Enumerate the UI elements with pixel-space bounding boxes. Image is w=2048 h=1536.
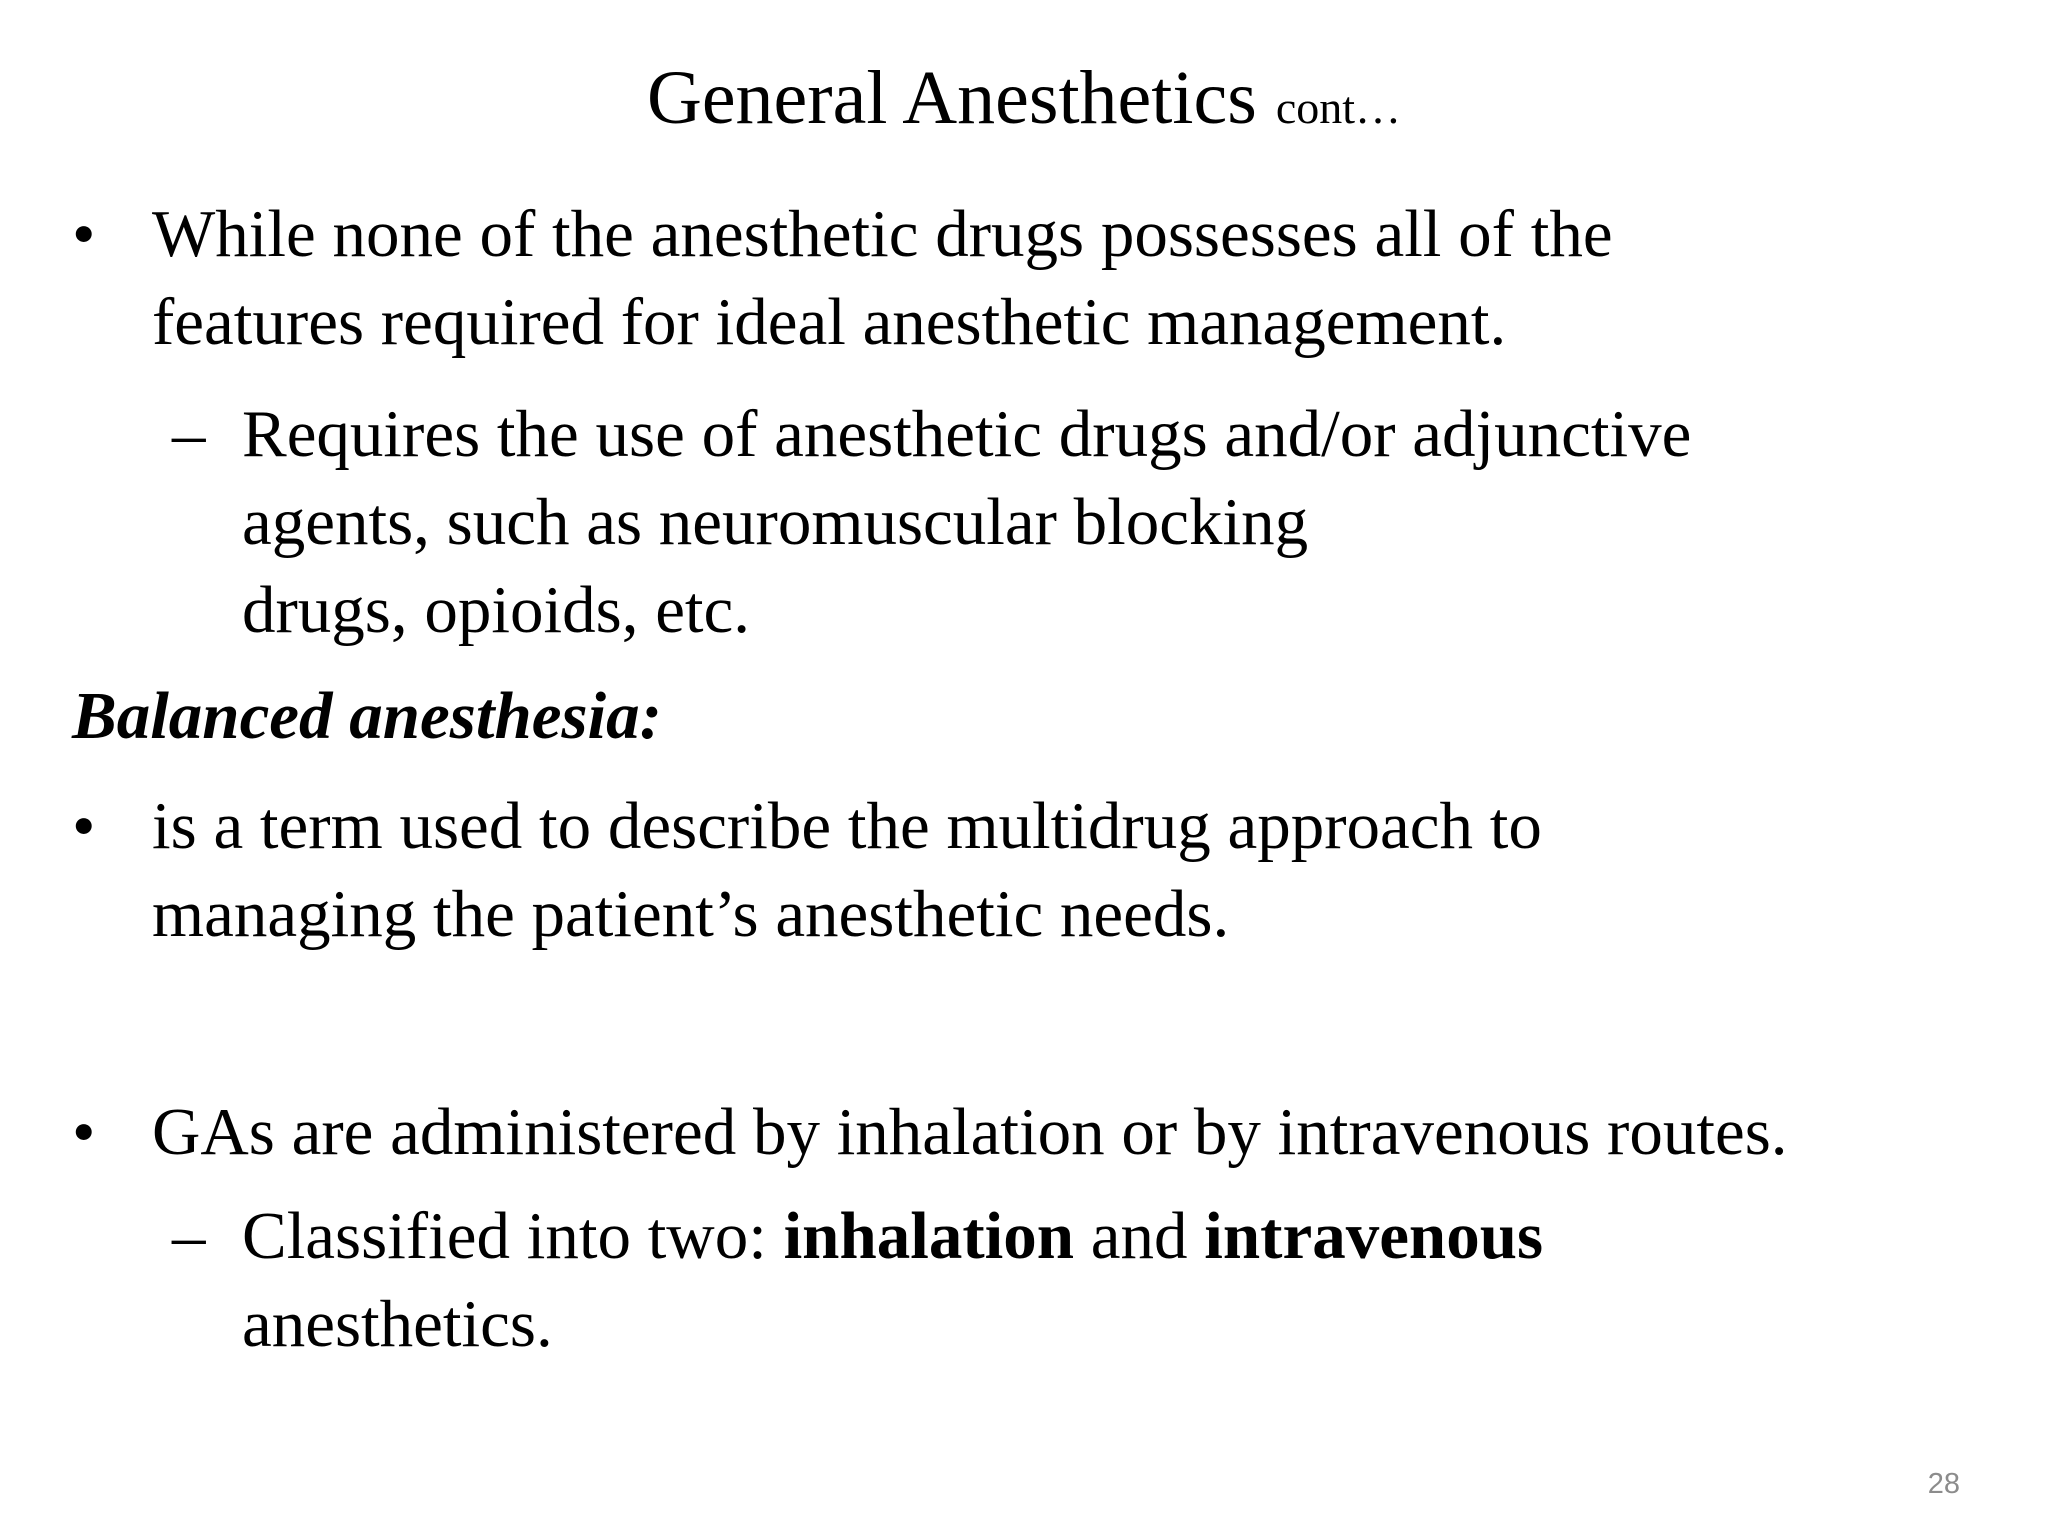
bullet-marker: • [72, 197, 96, 271]
sub-bullet2-line1 [242, 1196, 1543, 1276]
sub-bullet1-line2: agents, such as neuromuscular blocking [242, 485, 1309, 559]
sub-bullet1-line1: Requires the use of anesthetic drugs and/or adjunctive [242, 397, 1692, 471]
bullet-marker: • [72, 1095, 96, 1169]
intravenous-term: intravenous [1204, 1199, 1544, 1273]
inhalation-term: inhalation [783, 1199, 1075, 1273]
page-number: 28 [1927, 1468, 1960, 1500]
bullet1-line1: While none of the anesthetic drugs possesses all of the [152, 197, 1613, 271]
sub-bullet2-line2: anesthetics. [242, 1287, 553, 1361]
balanced-anesthesia-heading: Balanced anesthesia: [72, 679, 662, 753]
sub-bullet2-prefix: Classified into two: [242, 1199, 784, 1273]
bullet2-line2: managing the patient’s anesthetic needs. [152, 877, 1230, 951]
bullet1-line2: features required for ideal anesthetic management. [152, 285, 1507, 359]
bullet-marker: • [72, 789, 96, 863]
bullet2-line1: is a term used to describe the multidrug approach to [152, 789, 1542, 863]
sub-bullet1-line3: drugs, opioids, etc. [242, 573, 751, 647]
slide-title [0, 48, 2048, 158]
sub-bullet2-middle: and [1074, 1199, 1205, 1273]
dash-marker: – [172, 1199, 206, 1273]
title-suffix: cont… [1275, 82, 1402, 133]
bullet3-line1: GAs are administered by inhalation or by intravenous routes. [152, 1095, 1788, 1169]
title-main: General Anesthetics [646, 56, 1257, 140]
dash-marker: – [172, 397, 206, 471]
